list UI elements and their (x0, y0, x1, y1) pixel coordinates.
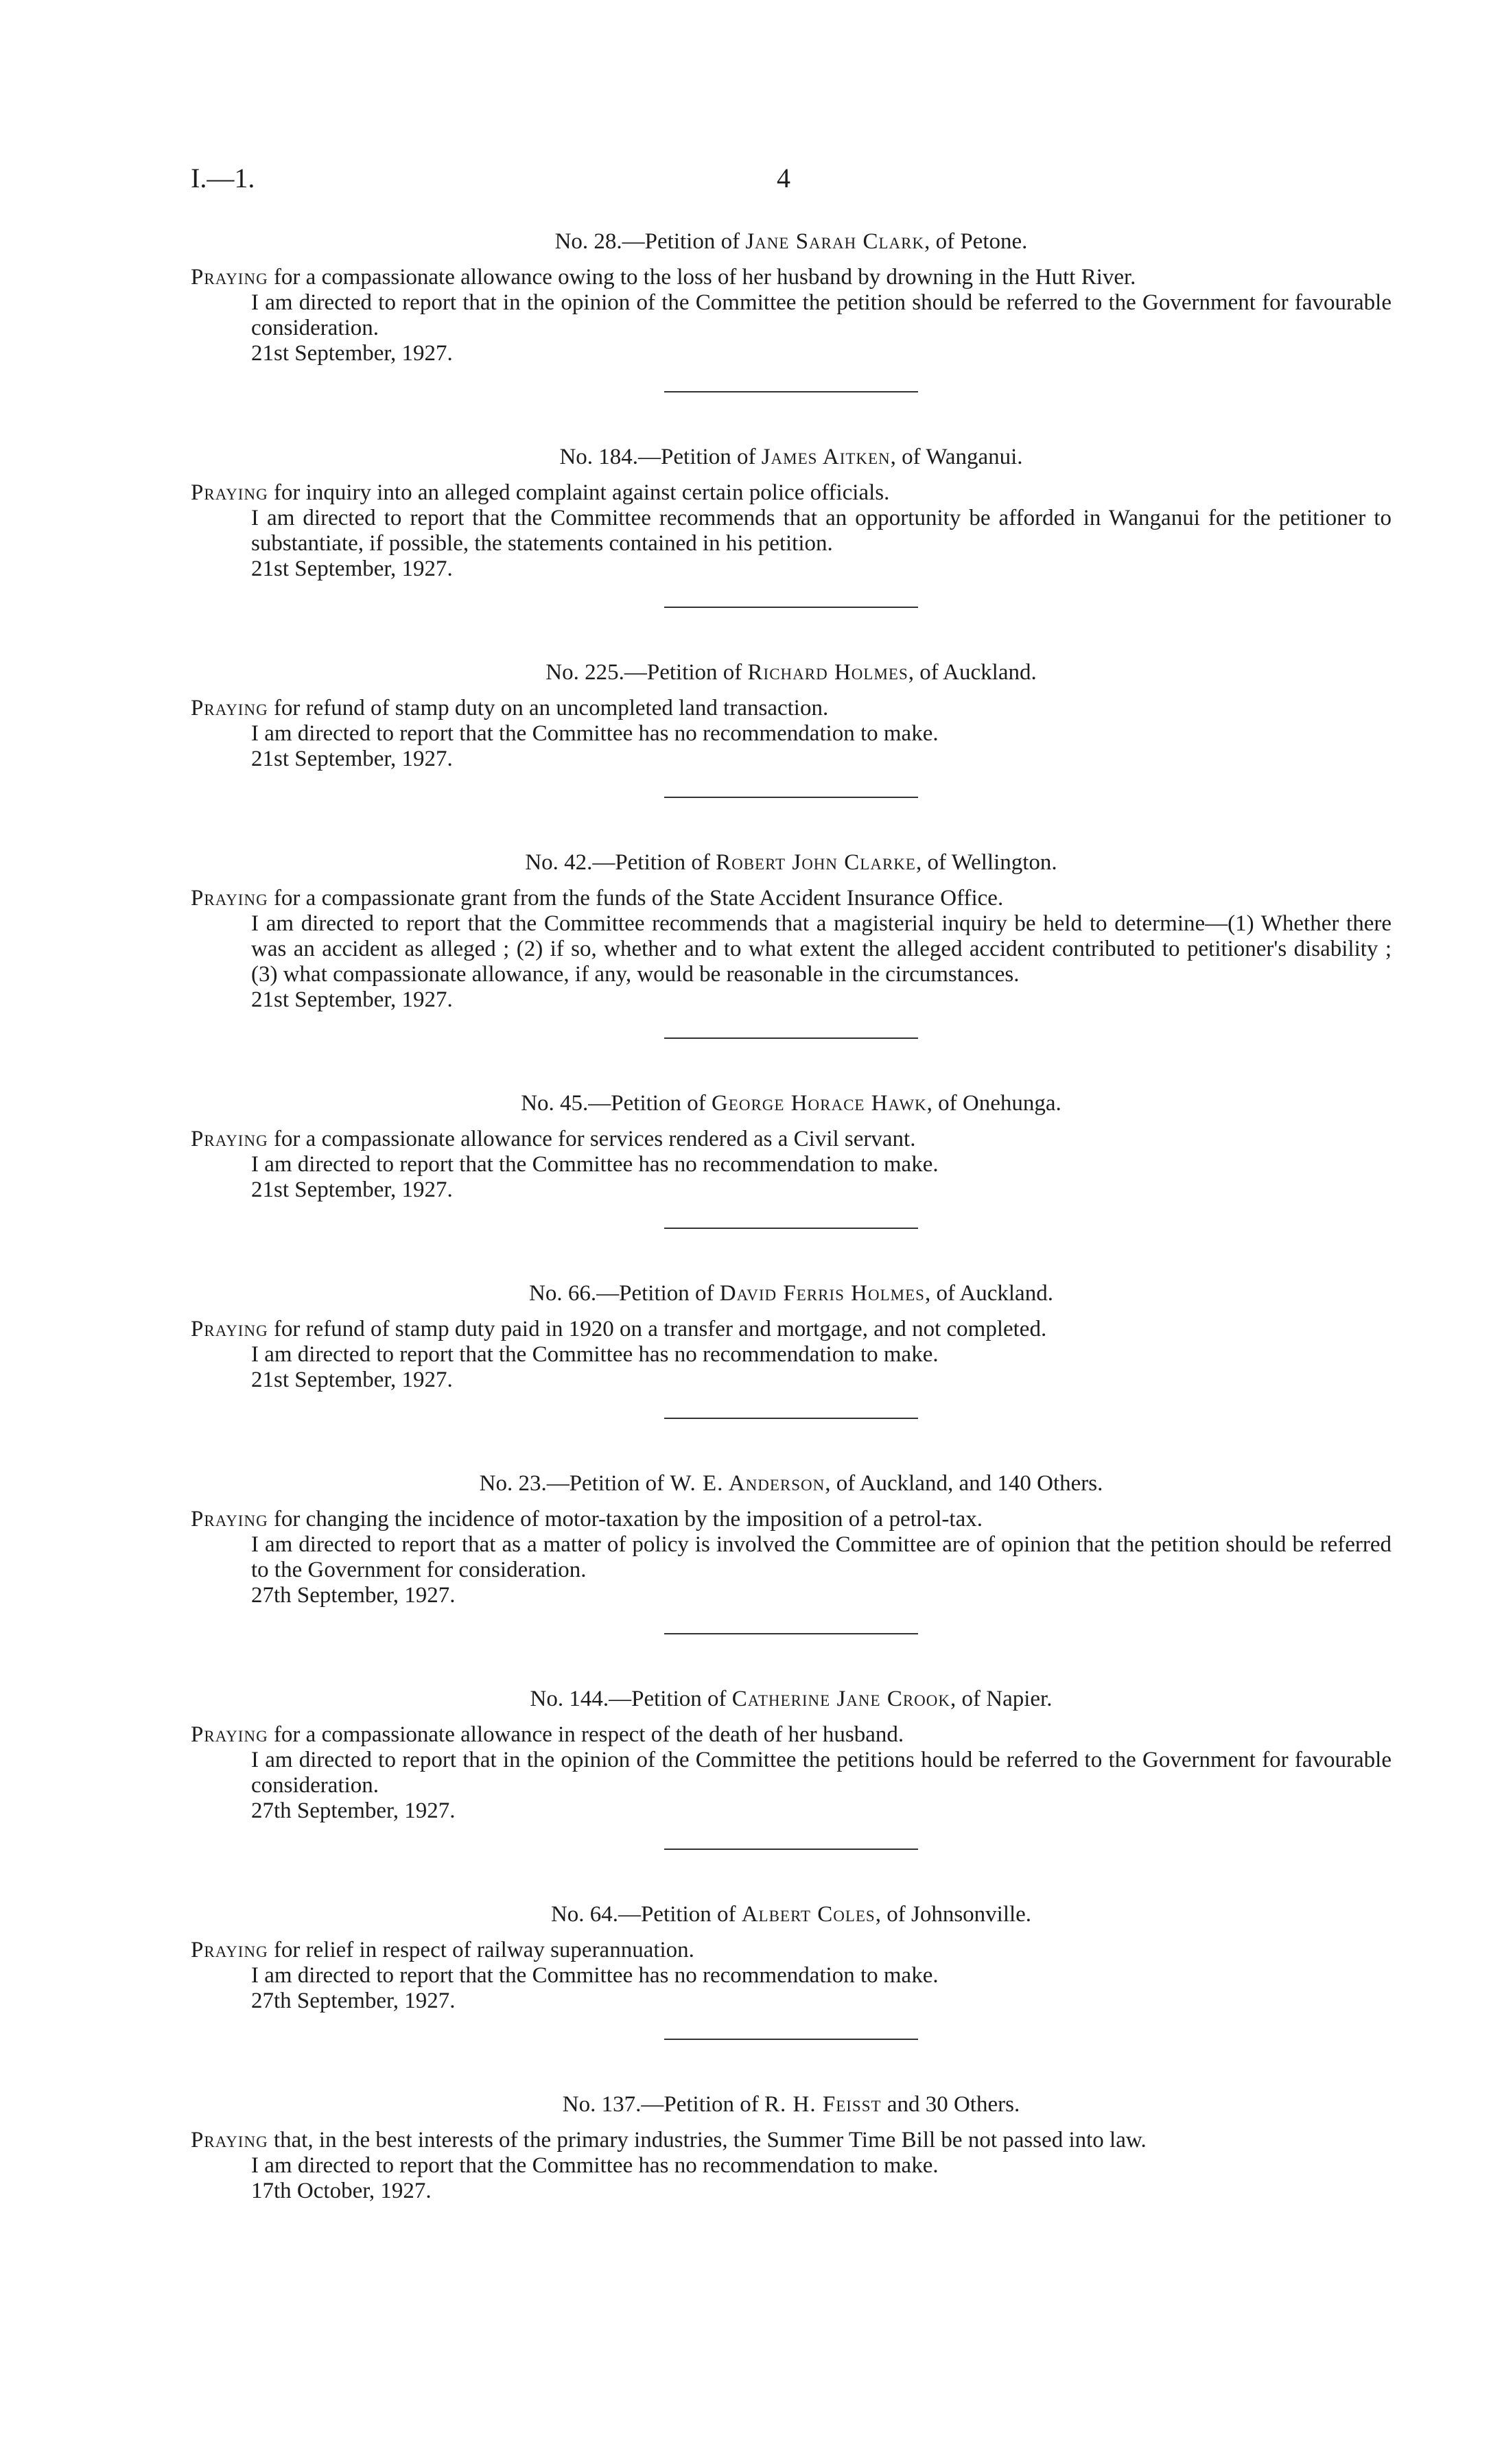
petition-prayer (191, 1317, 1392, 1342)
petition-entry (191, 1470, 1392, 1608)
petition-number: No. 184.—Petition of (559, 445, 762, 469)
petition-date: 27th September, 1927. (251, 1988, 456, 2013)
petition-entry (191, 1901, 1392, 2014)
petition-title (191, 659, 1392, 686)
petition-prayer (191, 2128, 1392, 2153)
petition-entry (191, 228, 1392, 366)
prayer-text: that, in the best interests of the primary industries, the Summer Time Bill be not passed into law. (268, 2128, 1147, 2152)
petition-number: No. 137.—Petition of (562, 2092, 765, 2117)
petitioner-location: , of Auckland. (924, 1281, 1053, 1306)
prayer-text: for refund of stamp duty paid in 1920 on a transfer and mortgage, and not completed. (268, 1317, 1047, 1341)
section-divider (664, 797, 918, 798)
petition-date: 21st September, 1927. (251, 987, 453, 1012)
prayer-text: for changing the incidence of motor-taxation by the imposition of a petrol-tax. (268, 1507, 983, 1532)
petition-title (191, 849, 1392, 876)
petition-entry (191, 1280, 1392, 1393)
petition-date: 21st September, 1927. (251, 341, 453, 366)
prayer-text: for a compassionate grant from the funds of the State Accident Insurance Office. (268, 886, 1004, 911)
petitioner-location: , of Auckland, and 140 Others. (825, 1471, 1103, 1496)
petition-entry (191, 659, 1392, 772)
petition-report: I am directed to report that in the opinion of the Committee the petitions hould be referred to the Government for favourable consideration. (251, 1748, 1392, 1798)
petition-entry (191, 1685, 1392, 1824)
petition-title (191, 1470, 1392, 1497)
petition-report: I am directed to report that in the opinion of the Committee the petition should be referred to the Government for favourable consideration. (251, 290, 1392, 340)
petition-report: I am directed to report that the Committee has no recommendation to make. (251, 1342, 939, 1367)
petitioner-name: James Aitken (761, 445, 891, 469)
section-divider (664, 2039, 918, 2040)
petitioner-location: and 30 Others. (881, 2092, 1020, 2117)
petition-prayer (191, 1507, 1392, 1532)
petition-report: I am directed to report that the Committee has no recommendation to make. (251, 2153, 939, 2178)
petition-list (191, 228, 1392, 2204)
petition-date: 27th September, 1927. (251, 1798, 456, 1823)
petition-report: I am directed to report that the Committee has no recommendation to make. (251, 1152, 939, 1177)
petition-prayer (191, 1127, 1392, 1152)
petitioner-location: , of Napier. (950, 1687, 1053, 1711)
petition-title (191, 2091, 1392, 2118)
petitioner-name: Albert Coles (741, 1902, 876, 1927)
petition-number: No. 45.—Petition of (521, 1091, 712, 1116)
petitioner-name: David Ferris Holmes (719, 1281, 925, 1306)
prayer-word: Praying (191, 265, 268, 290)
petition-entry (191, 2091, 1392, 2204)
section-divider (664, 1037, 918, 1039)
petition-prayer (191, 1722, 1392, 1748)
prayer-text: for inquiry into an alleged complaint against certain police officials. (268, 480, 890, 505)
petition-date: 21st September, 1927. (251, 1368, 453, 1392)
section-divider (664, 607, 918, 608)
petition-entry (191, 443, 1392, 582)
petitioner-location: , of Onehunga. (926, 1091, 1061, 1116)
petition-prayer (191, 696, 1392, 721)
petitioner-name: Jane Sarah Clark (745, 229, 925, 254)
prayer-text: for relief in respect of railway superannuation. (268, 1938, 694, 1962)
petition-number: No. 28.—Petition of (554, 229, 746, 254)
petition-title (191, 1280, 1392, 1307)
petitioner-location: , of Auckland. (908, 660, 1037, 685)
section-divider (664, 1633, 918, 1634)
petition-title (191, 443, 1392, 471)
page-number: 4 (777, 163, 790, 193)
petition-title (191, 1901, 1392, 1928)
petition-date: 17th October, 1927. (251, 2179, 432, 2203)
petition-report: I am directed to report that the Committee recommends that an opportunity be afforded in Wanganui for the petitioner to substantiate, if possible, the statements contained in his petition. (251, 506, 1392, 556)
prayer-text: for a compassionate allowance owing to the loss of her husband by drowning in the Hutt River. (268, 265, 1136, 290)
petition-prayer (191, 1938, 1392, 1963)
petition-number: No. 64.—Petition of (550, 1902, 742, 1927)
petition-entry (191, 849, 1392, 1013)
petition-report: I am directed to report that as a matter of policy is involved the Committee are of opinion that the petition should be referred to the Government for consideration. (251, 1532, 1392, 1582)
petition-title (191, 1685, 1392, 1713)
prayer-word: Praying (191, 886, 268, 911)
petition-prayer (191, 480, 1392, 506)
petition-entry (191, 1090, 1392, 1203)
prayer-word: Praying (191, 480, 268, 505)
petition-prayer (191, 886, 1392, 911)
petition-date: 21st September, 1927. (251, 747, 453, 771)
petitioner-name: Catherine Jane Crook (731, 1687, 951, 1711)
prayer-word: Praying (191, 1507, 268, 1532)
section-divider (664, 1849, 918, 1850)
prayer-word: Praying (191, 2128, 268, 2152)
prayer-text: for a compassionate allowance in respect of the death of her husband. (268, 1722, 904, 1747)
prayer-word: Praying (191, 1938, 268, 1962)
petition-title (191, 1090, 1392, 1117)
petition-number: No. 144.—Petition of (530, 1687, 732, 1711)
petition-number: No. 225.—Petition of (545, 660, 748, 685)
prayer-word: Praying (191, 1127, 268, 1151)
petition-number: No. 42.—Petition of (525, 850, 716, 875)
petitioner-name: Richard Holmes (747, 660, 908, 685)
petitioner-location: , of Petone. (924, 229, 1028, 254)
petitioner-location: , of Wanganui. (890, 445, 1023, 469)
petitioner-name: W. E. Anderson (670, 1471, 825, 1496)
petition-report: I am directed to report that the Committee has no recommendation to make. (251, 721, 939, 746)
petition-date: 27th September, 1927. (251, 1583, 456, 1608)
petition-number: No. 66.—Petition of (529, 1281, 720, 1306)
page-header (0, 162, 1491, 203)
petitioner-name: George Horace Hawk (711, 1091, 927, 1116)
petitioner-name: R. H. Feisst (764, 2092, 882, 2117)
prayer-word: Praying (191, 696, 268, 720)
petitioner-location: , of Johnsonville. (875, 1902, 1032, 1927)
petition-number: No. 23.—Petition of (479, 1471, 670, 1496)
petition-report: I am directed to report that the Committee has no recommendation to make. (251, 1963, 939, 1988)
document-reference: I.—1. (191, 163, 255, 193)
prayer-text: for refund of stamp duty on an uncompleted land transaction. (268, 696, 829, 720)
section-divider (664, 391, 918, 392)
prayer-word: Praying (191, 1317, 268, 1341)
petition-prayer (191, 265, 1392, 290)
prayer-text: for a compassionate allowance for services rendered as a Civil servant. (268, 1127, 916, 1151)
petition-date: 21st September, 1927. (251, 1177, 453, 1202)
petition-title (191, 228, 1392, 255)
prayer-word: Praying (191, 1722, 268, 1747)
petition-date: 21st September, 1927. (251, 556, 453, 581)
petitioner-name: Robert John Clarke (716, 850, 916, 875)
petitioner-location: , of Wellington. (915, 850, 1057, 875)
section-divider (664, 1418, 918, 1419)
petition-report: I am directed to report that the Committee recommends that a magisterial inquiry be held to determine—(1) Whether there was an accident as alleged ; (2) if so, whether and to what extent the alleged accident contributed to petitioner's disability ; (3) what compassionate allowance, if any, would be reasonable in the circumstances. (251, 911, 1392, 987)
section-divider (664, 1228, 918, 1229)
